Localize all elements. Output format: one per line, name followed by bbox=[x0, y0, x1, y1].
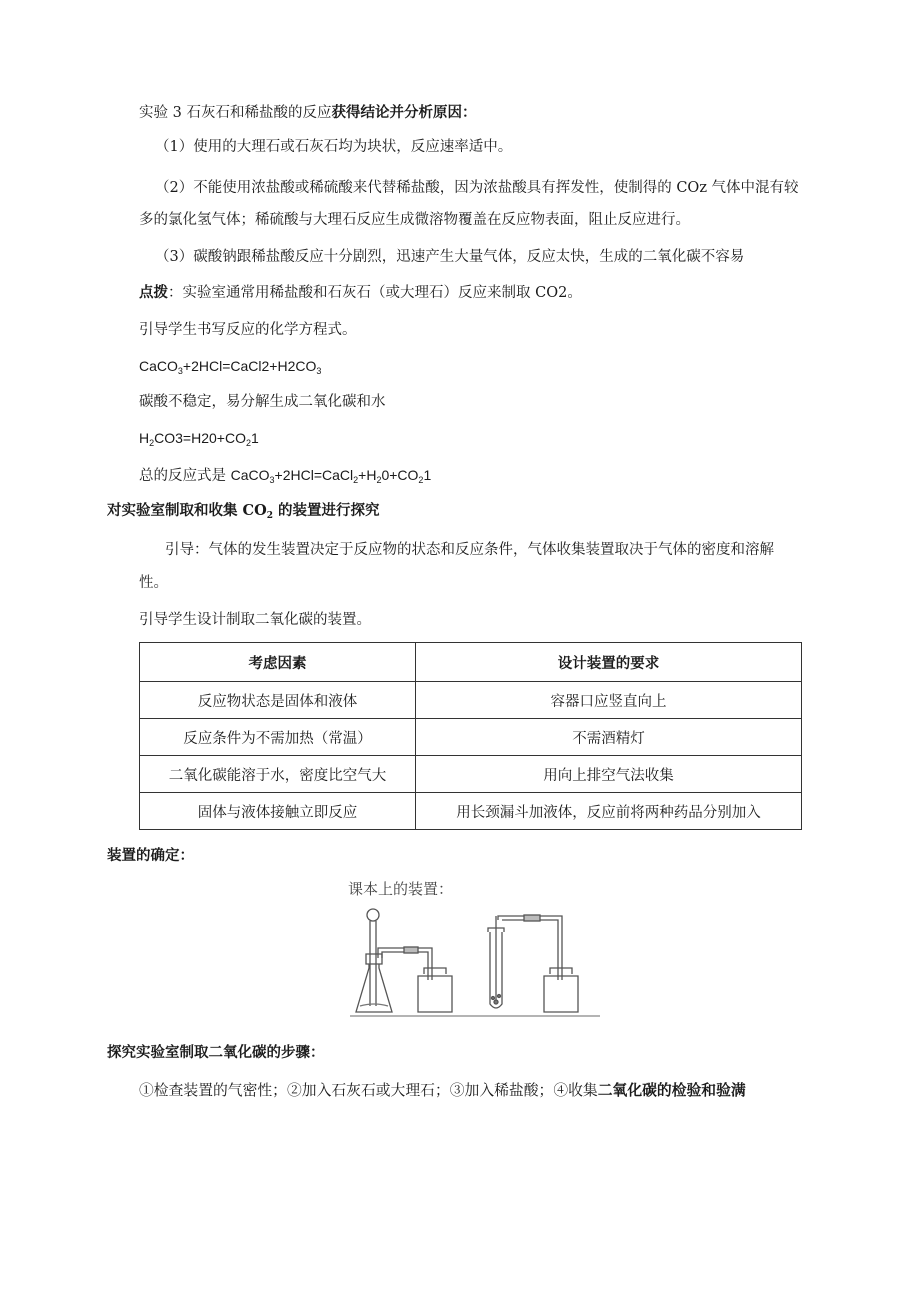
total-part-c: +H bbox=[358, 467, 377, 483]
table-row bbox=[140, 682, 802, 719]
guide-equation: 引导学生书写反应的化学方程式。 bbox=[139, 322, 357, 338]
total-sub-c: 2 bbox=[376, 475, 382, 485]
tip-label: 点拨 bbox=[139, 284, 168, 301]
carbonic-acid-unstable: 碳酸不稳定，易分解生成二氧化碳和水 bbox=[139, 394, 386, 410]
total-equation bbox=[139, 465, 431, 486]
eq2-part-a: H bbox=[139, 430, 150, 446]
steps-paragraph bbox=[139, 1081, 746, 1101]
header-requirement: 设计装置的要求 bbox=[416, 643, 802, 682]
eq2-sub-b: 2 bbox=[245, 438, 251, 448]
table-cell: 反应物状态是固体和液体 bbox=[140, 682, 416, 719]
table-cell: 不需酒精灯 bbox=[416, 719, 802, 756]
eq2-sub-a: 2 bbox=[149, 438, 155, 448]
eq1-part-a: CaCO bbox=[139, 358, 178, 374]
table-cell: 反应条件为不需加热（常温） bbox=[140, 719, 416, 756]
eq1-sub-a: 3 bbox=[177, 366, 183, 376]
section-apparatus-heading bbox=[107, 501, 380, 521]
table-cell: 二氧化碳能溶于水，密度比空气大 bbox=[140, 756, 416, 793]
table-cell: 容器口应竖直向上 bbox=[416, 682, 802, 719]
gas-bottle-1 bbox=[418, 968, 452, 1012]
point-1: （1）使用的大理石或石灰石均为块状，反应速率适中。 bbox=[155, 139, 513, 155]
section-apparatus-b: 的装置进行探究 bbox=[272, 502, 380, 519]
total-prefix: 总的反应式是 bbox=[139, 468, 231, 484]
tip-text: ：实验室通常用稀盐酸和石灰石（或大理石）反应来制取 CO2。 bbox=[168, 285, 582, 301]
total-part-a: CaCO bbox=[230, 467, 270, 483]
conclusion-label: 获得结论并分析原因： bbox=[331, 104, 477, 121]
eq2-part-c: 1 bbox=[250, 430, 259, 446]
apparatus-drawing bbox=[348, 876, 603, 1022]
point-3: （3）碳酸钠跟稀盐酸反应十分剧烈，迅速产生大量气体，反应太快，生成的二氧化碳不容易 bbox=[155, 249, 745, 265]
steps-bold: 二氧化碳的检验和验满 bbox=[597, 1082, 746, 1099]
total-part-b: +2HCl=CaCl bbox=[274, 467, 354, 483]
total-part-d: 0+CO bbox=[381, 467, 419, 483]
guide-device-line-1: 引导：气体的发生装置决定于反应物的状态和反应条件，气体收集装置取决于气体的密度和溶解 bbox=[165, 542, 774, 558]
test-tube-apparatus bbox=[488, 915, 562, 1008]
tip-paragraph bbox=[139, 283, 582, 303]
table-cell: 固体与液体接触立即反应 bbox=[140, 793, 416, 830]
table-row bbox=[140, 756, 802, 793]
table-header-row bbox=[140, 643, 802, 682]
eq2-part-b: CO3=H20+CO bbox=[154, 430, 246, 446]
table-cell: 用长颈漏斗加液体，反应前将两种药品分别加入 bbox=[416, 793, 802, 830]
total-sub-a: 3 bbox=[269, 475, 275, 485]
design-factors-table bbox=[139, 642, 802, 830]
gas-bottle-2 bbox=[544, 968, 578, 1012]
total-sub-b: 2 bbox=[353, 475, 359, 485]
equation-2 bbox=[139, 428, 259, 448]
figure-caption: 课本上的装置： bbox=[348, 881, 454, 898]
point-2-line-1: （2）不能使用浓盐酸或稀硫酸来代替稀盐酸，因为浓盐酸具有挥发性，使制得的 COz 气体中混有较 bbox=[155, 180, 799, 196]
total-part-e: 1 bbox=[423, 467, 432, 483]
experiment-3-heading bbox=[139, 103, 476, 123]
table-row bbox=[140, 719, 802, 756]
eq1-sub-b: 3 bbox=[316, 366, 322, 376]
funnel-top-icon bbox=[367, 909, 379, 921]
steps-heading: 探究实验室制取二氧化碳的步骤： bbox=[107, 1044, 325, 1061]
conical-flask-apparatus bbox=[356, 909, 432, 1012]
apparatus-figure bbox=[348, 876, 603, 1022]
device-confirm-heading: 装置的确定： bbox=[107, 847, 194, 864]
equation-1 bbox=[139, 356, 321, 376]
header-factor: 考虑因素 bbox=[140, 643, 416, 682]
table-row bbox=[140, 793, 802, 830]
total-sub-d: 2 bbox=[418, 475, 424, 485]
guide-device-line-2: 性。 bbox=[139, 575, 168, 591]
table-cell: 用向上排空气法收集 bbox=[416, 756, 802, 793]
eq1-part-b: +2HCl=CaCl2+H2CO bbox=[182, 358, 317, 374]
point-2-line-2: 多的氯化氢气体；稀硫酸与大理石反应生成微溶物覆盖在反应物表面，阻止反应进行。 bbox=[139, 212, 690, 228]
experiment-3-title: 实验 3 石灰石和稀盐酸的反应 bbox=[139, 105, 332, 121]
section-apparatus-a: 对实验室制取和收集 CO bbox=[107, 502, 267, 519]
steps-normal: ①检查装置的气密性；②加入石灰石或大理石；③加入稀盐酸；④收集 bbox=[139, 1082, 598, 1099]
section-apparatus-sub: 2 bbox=[266, 511, 273, 521]
guide-design: 引导学生设计制取二氧化碳的装置。 bbox=[139, 612, 371, 628]
